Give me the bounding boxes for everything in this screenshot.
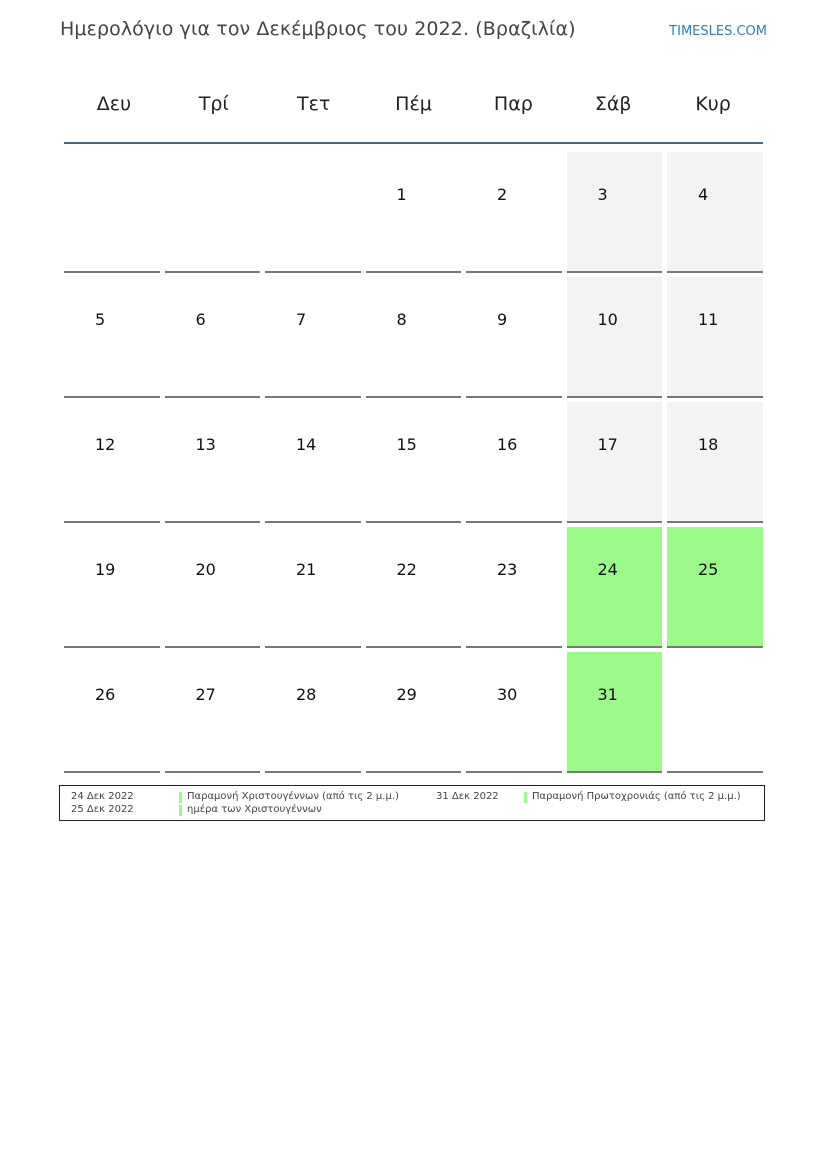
day-number: 31 bbox=[597, 685, 618, 704]
day-cell bbox=[265, 652, 361, 773]
legend-date: 24 Δεκ 2022 bbox=[71, 791, 134, 802]
legend-date: 31 Δεκ 2022 bbox=[436, 791, 499, 802]
day-number: 1 bbox=[396, 185, 407, 204]
day-cell bbox=[466, 402, 562, 523]
day-number: 21 bbox=[296, 560, 317, 579]
day-cell bbox=[64, 277, 160, 398]
day-number: 20 bbox=[195, 560, 216, 579]
day-number: 28 bbox=[296, 685, 317, 704]
weekday-header-row bbox=[64, 72, 763, 144]
day-cell bbox=[64, 652, 160, 773]
day-number: 26 bbox=[95, 685, 116, 704]
day-cell bbox=[265, 402, 361, 523]
day-number: 16 bbox=[497, 435, 518, 454]
day-cell bbox=[667, 527, 763, 648]
day-cell bbox=[366, 277, 462, 398]
weeks-container bbox=[64, 148, 763, 773]
weekday-header: Κυρ bbox=[695, 93, 731, 115]
day-cell bbox=[165, 527, 261, 648]
day-number: 23 bbox=[497, 560, 518, 579]
day-cell bbox=[567, 402, 663, 523]
legend-description: ημέρα των Χριστουγέννων bbox=[187, 804, 322, 815]
day-cell bbox=[366, 402, 462, 523]
week-row bbox=[64, 148, 763, 273]
holiday-color-marker bbox=[179, 805, 182, 816]
day-cell bbox=[366, 527, 462, 648]
day-number: 24 bbox=[597, 560, 618, 579]
day-number: 25 bbox=[698, 560, 719, 579]
week-row bbox=[64, 648, 763, 773]
day-cell bbox=[64, 527, 160, 648]
day-number: 5 bbox=[95, 310, 106, 329]
day-number: 13 bbox=[195, 435, 216, 454]
day-number: 10 bbox=[597, 310, 618, 329]
day-cell bbox=[165, 277, 261, 398]
empty-day-cell bbox=[165, 152, 261, 273]
day-cell bbox=[466, 527, 562, 648]
weekday-header: Πέμ bbox=[395, 93, 432, 115]
day-number: 17 bbox=[597, 435, 618, 454]
week-row bbox=[64, 398, 763, 523]
holiday-color-marker bbox=[179, 792, 182, 803]
holiday-color-marker bbox=[524, 792, 527, 803]
day-cell bbox=[265, 527, 361, 648]
legend-date: 25 Δεκ 2022 bbox=[71, 804, 134, 815]
empty-day-cell bbox=[64, 152, 160, 273]
day-cell bbox=[165, 402, 261, 523]
day-number: 30 bbox=[497, 685, 518, 704]
day-cell bbox=[567, 527, 663, 648]
empty-day-cell bbox=[265, 152, 361, 273]
day-cell bbox=[667, 277, 763, 398]
day-cell bbox=[366, 652, 462, 773]
legend-description: Παραμονή Χριστουγέννων (από τις 2 μ.μ.) bbox=[187, 791, 399, 802]
day-number: 15 bbox=[396, 435, 417, 454]
brand-link[interactable]: TIMESLES.COM bbox=[669, 24, 767, 39]
day-number: 4 bbox=[698, 185, 709, 204]
weekday-header: Παρ bbox=[493, 93, 533, 115]
day-number: 12 bbox=[95, 435, 116, 454]
weekday-header: Σάβ bbox=[594, 93, 632, 115]
day-cell bbox=[265, 277, 361, 398]
day-cell bbox=[567, 152, 663, 273]
day-cell bbox=[165, 652, 261, 773]
day-number: 11 bbox=[698, 310, 719, 329]
page-title: Ημερολόγιο για τον Δεκέμβριος του 2022. (Βραζιλία) bbox=[60, 18, 576, 40]
day-cell bbox=[567, 277, 663, 398]
week-row bbox=[64, 523, 763, 648]
weekday-header: Δευ bbox=[96, 93, 132, 115]
day-number: 22 bbox=[396, 560, 417, 579]
day-cell bbox=[64, 402, 160, 523]
week-row bbox=[64, 273, 763, 398]
weekday-header: Τετ bbox=[296, 93, 331, 115]
day-cell bbox=[667, 402, 763, 523]
day-number: 9 bbox=[497, 310, 508, 329]
day-cell bbox=[466, 277, 562, 398]
day-number: 6 bbox=[195, 310, 206, 329]
empty-day-cell bbox=[667, 652, 763, 773]
day-cell bbox=[366, 152, 462, 273]
day-cell bbox=[567, 652, 663, 773]
day-number: 3 bbox=[597, 185, 608, 204]
day-number: 27 bbox=[195, 685, 216, 704]
calendar-grid bbox=[64, 72, 763, 773]
day-number: 18 bbox=[698, 435, 719, 454]
day-cell bbox=[667, 152, 763, 273]
day-cell bbox=[466, 152, 562, 273]
day-number: 19 bbox=[95, 560, 116, 579]
day-number: 8 bbox=[396, 310, 407, 329]
weekday-header: Τρί bbox=[198, 93, 229, 115]
day-number: 29 bbox=[396, 685, 417, 704]
day-number: 2 bbox=[497, 185, 508, 204]
legend-description: Παραμονή Πρωτοχρονιάς (από τις 2 μ.μ.) bbox=[532, 791, 741, 802]
day-cell bbox=[466, 652, 562, 773]
holiday-legend bbox=[59, 785, 765, 821]
day-number: 7 bbox=[296, 310, 307, 329]
day-number: 14 bbox=[296, 435, 317, 454]
